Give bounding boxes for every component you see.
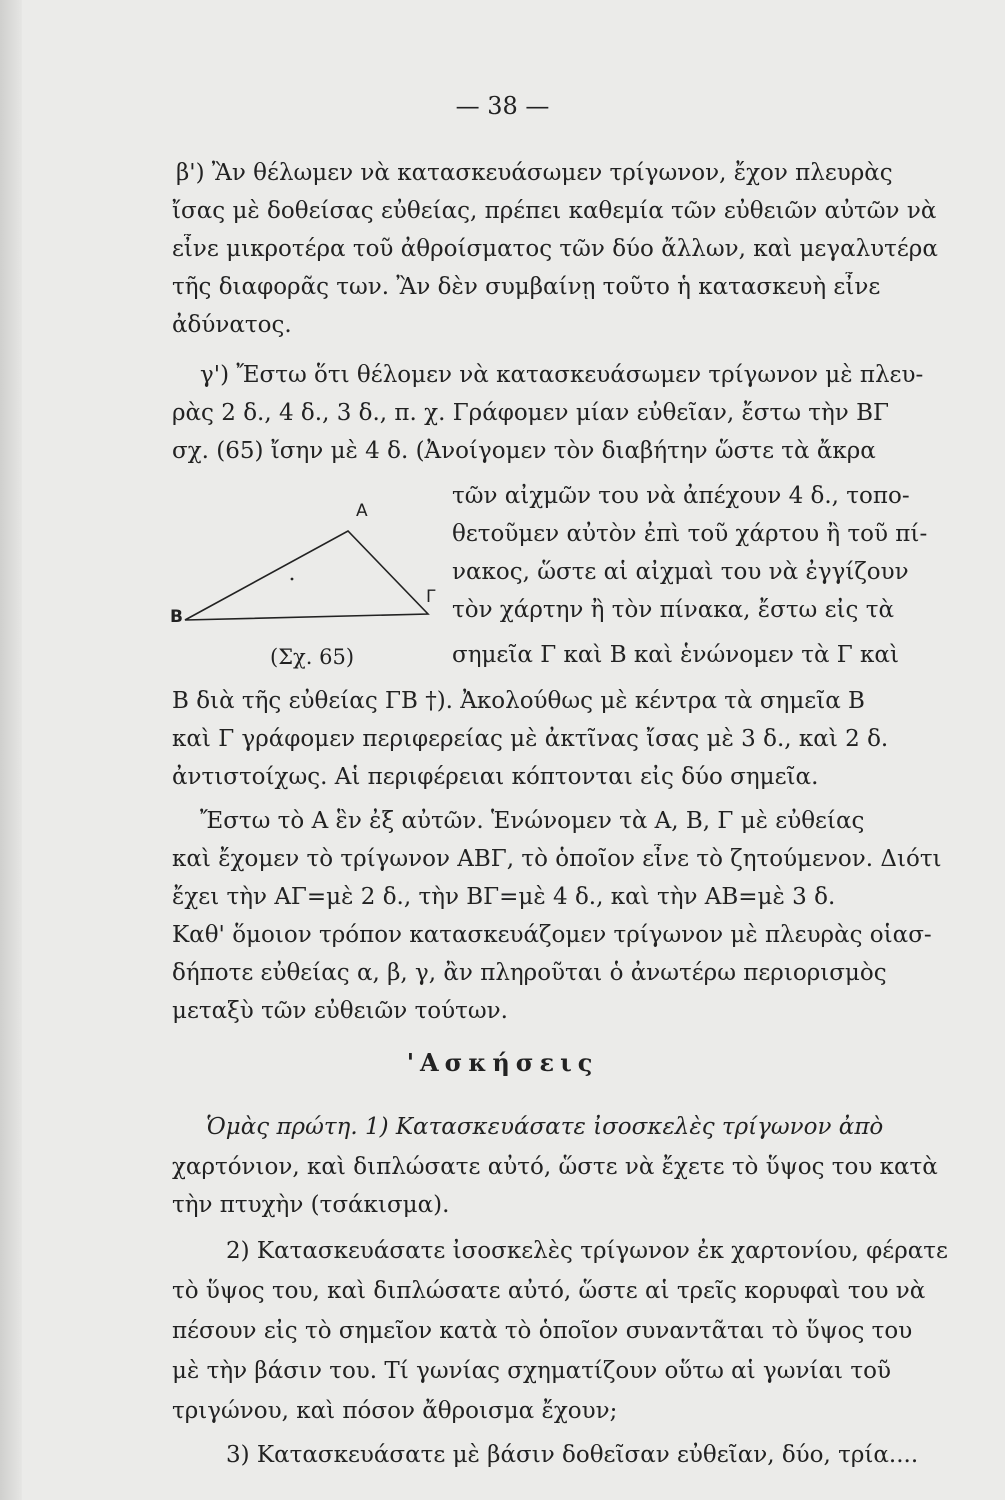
text-line: σημεῖα Γ καὶ Β καὶ ἑνώνομεν τὰ Γ καὶ: [452, 642, 899, 668]
text-line: μὲ τὴν βάσιν του. Τί γωνίας σχηματίζουν οὕτω αἱ γωνίαι τοῦ: [172, 1358, 891, 1384]
text-line: εἶνε μικροτέρα τοῦ ἀθροίσματος τῶν δύο ἄλλων, καὶ μεγαλυτέρα: [172, 236, 938, 262]
figure-caption: (Σχ. 65): [270, 645, 355, 669]
text-line: καὶ ἔχομεν τὸ τρίγωνον ΑΒΓ, τὸ ὁποῖον εἶνε τὸ ζητούμενον. Διότι: [172, 846, 942, 872]
text-line: νακος, ὥστε αἱ αἰχμαὶ του νὰ ἐγγίζουν: [452, 559, 909, 585]
text-line: σχ. (65) ἴσην μὲ 4 δ. (Ἀνοίγομεν τὸν διαβήτην ὥστε τὰ ἄκρα: [172, 438, 876, 464]
text-line: τριγώνου, καὶ πόσον ἄθροισμα ἔχουν;: [172, 1398, 618, 1424]
text-line: ἴσας μὲ δοθείσας εὐθείας, πρέπει καθεμία τῶν εὐθειῶν αὐτῶν νὰ: [172, 198, 937, 224]
page-number: — 38 —: [455, 92, 550, 120]
text-line: β') Ἂν θέλωμεν νὰ κατασκευάσωμεν τρίγωνον, ἔχον πλευρὰς: [176, 160, 893, 186]
text-line: γ') Ἔστω ὅτι θέλομεν νὰ κατασκευάσωμεν τρίγωνον μὲ πλευ-: [200, 362, 924, 388]
text-line: χαρτόνιον, καὶ διπλώσατε αὐτό, ὥστε νὰ ἔχετε τὸ ὕψος του κατὰ: [172, 1154, 938, 1180]
triangle-figure: [170, 495, 450, 670]
text-line: ρὰς 2 δ., 4 δ., 3 δ., π. χ. Γράφομεν μίαν εὐθεῖαν, ἔστω τὴν ΒΓ: [172, 400, 889, 426]
text-line: θετοῦμεν αὐτὸν ἐπὶ τοῦ χάρτου ἢ τοῦ πί-: [452, 521, 928, 547]
text-line: πέσουν εἰς τὸ σημεῖον κατὰ τὸ ὁποῖον συναντᾶται τὸ ὕψος του: [172, 1318, 913, 1344]
text-line: Καθ' ὅμοιον τρόπον κατασκευάζομεν τρίγωνον μὲ πλευρὰς οἱασ-: [172, 922, 932, 948]
triangle-diagram: [170, 495, 450, 645]
text-line: Β διὰ τῆς εὐθείας ΓΒ †). Ἀκολούθως μὲ κέντρα τὰ σημεῖα Β: [172, 688, 865, 714]
text-line: 3) Κατασκευάσατε μὲ βάσιν δοθεῖσαν εὐθεῖαν, δύο, τρία....: [226, 1442, 919, 1468]
exercises-heading: 'Ασκήσεις: [406, 1048, 599, 1077]
text-line: ἀδύνατος.: [172, 312, 292, 338]
text-line: ἀντιστοίχως. Αἱ περιφέρειαι κόπτονται εἰς δύο σημεῖα.: [172, 764, 819, 790]
text-line: δήποτε εὐθείας α, β, γ, ἂν πληροῦται ὁ ἀνωτέρω περιορισμὸς: [172, 960, 887, 986]
text-line: τὴν πτυχὴν (τσάκισμα).: [172, 1192, 450, 1218]
vertex-label-a: A: [356, 501, 368, 521]
text-line: τὸν χάρτην ἢ τὸν πίνακα, ἔστω εἰς τὰ: [452, 597, 894, 623]
text-line: τῆς διαφορᾶς των. Ἂν δὲν συμβαίνῃ τοῦτο ἡ κατασκευὴ εἶνε: [172, 274, 881, 300]
vertex-label-g: Γ: [426, 587, 436, 607]
text-line: τὸ ὕψος του, καὶ διπλώσατε αὐτό, ὥστε αἱ τρεῖς κορυφαὶ του νὰ: [172, 1278, 926, 1304]
text-line: τῶν αἰχμῶν του νὰ ἀπέχουν 4 δ., τοπο-: [452, 483, 910, 509]
vertex-label-b: B: [170, 607, 183, 627]
page-edge-shadow: [0, 0, 22, 1500]
text-line: μεταξὺ τῶν εὐθειῶν τούτων.: [172, 998, 508, 1024]
text-line: Ἔστω τὸ Α ἓν ἐξ αὐτῶν. Ἑνώνομεν τὰ Α, Β, Γ μὲ εὐθείας: [200, 808, 865, 834]
text-line: ἔχει τὴν ΑΓ=μὲ 2 δ., τὴν ΒΓ=μὲ 4 δ., καὶ τὴν ΑΒ=μὲ 3 δ.: [172, 884, 836, 910]
text-line: Ὁμὰς πρώτη. 1) Κατασκευάσατε ἰσοσκελὲς τρίγωνον ἀπὸ: [206, 1114, 884, 1140]
text-line: 2) Κατασκευάσατε ἰσοσκελὲς τρίγωνον ἐκ χαρτονίου, φέρατε: [226, 1238, 948, 1264]
text-line: καὶ Γ γράφομεν περιφερείας μὲ ἀκτῖνας ἴσας μὲ 3 δ., καὶ 2 δ.: [172, 726, 889, 752]
